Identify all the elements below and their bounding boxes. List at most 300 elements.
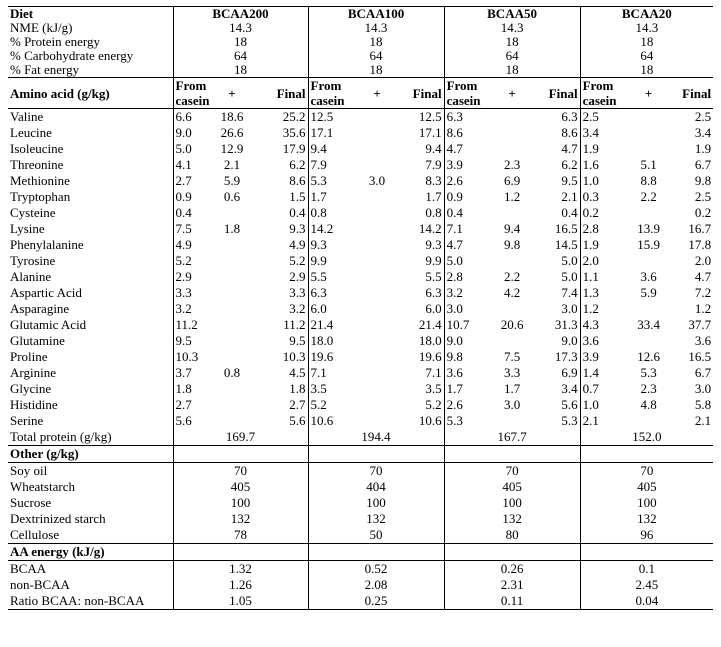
added-value: 12.6	[637, 349, 660, 364]
final-value: 25.2	[282, 109, 306, 124]
other-row	[8, 479, 713, 495]
other-row	[8, 495, 713, 511]
final-value: 11.2	[283, 317, 306, 332]
from-casein-value: 18.0	[308, 333, 358, 349]
amino-acid-name: Tryptophan	[10, 189, 71, 204]
cell-value: 100	[173, 495, 308, 511]
final-value: 17.9	[282, 141, 306, 156]
from-casein-value: 7.1	[444, 221, 491, 237]
amino-acid-name: Histidine	[10, 397, 58, 412]
final-value: 2.1	[561, 189, 578, 204]
amino-acid-row	[8, 285, 713, 301]
cell-value: 64	[580, 49, 713, 63]
from-casein-value: 0.7	[580, 381, 627, 397]
amino-acid-name: Methionine	[10, 173, 70, 188]
from-casein-value: 3.2	[173, 301, 213, 317]
diet-name: BCAA20	[580, 7, 713, 22]
from-casein-value: 1.1	[580, 269, 627, 285]
from-casein-value: 3.9	[580, 349, 627, 365]
cell-value: 2.45	[580, 577, 713, 593]
added-value: 33.4	[637, 317, 660, 332]
empty-cell	[308, 544, 444, 561]
final-value: 17.8	[688, 237, 712, 252]
added-value: 3.0	[503, 397, 521, 412]
cell-value: 78	[173, 527, 308, 544]
casein-label: casein	[310, 93, 345, 108]
added-value: 2.3	[640, 381, 657, 396]
added-value: 2.2	[503, 269, 521, 284]
added-value: 15.9	[637, 237, 660, 252]
added-value	[213, 333, 251, 349]
final-value: 5.3	[561, 413, 578, 428]
from-casein-value: 1.2	[580, 301, 627, 317]
added-value	[213, 317, 251, 333]
from-casein-value: 5.0	[173, 141, 213, 157]
amino-acid-name: Aspartic Acid	[10, 285, 82, 300]
added-value	[358, 413, 396, 429]
from-casein-value: 0.3	[580, 189, 627, 205]
empty-cell	[173, 544, 308, 561]
section-label: AA energy (kJ/g)	[8, 544, 173, 561]
from-casein-value: 5.2	[173, 253, 213, 269]
cell-value: 0.04	[580, 593, 713, 610]
energy-row	[8, 561, 713, 578]
row-label: NME (kJ/g)	[10, 21, 73, 35]
from-label: From	[582, 78, 614, 93]
header-row	[8, 63, 713, 78]
casein-label: casein	[446, 93, 481, 108]
added-value: 3.0	[368, 173, 386, 188]
added-value	[491, 333, 533, 349]
from-label: From	[446, 78, 478, 93]
final-value: 3.4	[694, 125, 712, 140]
added-value: 1.8	[223, 221, 241, 236]
final-value: 4.5	[289, 365, 306, 380]
added-value: 0.6	[223, 189, 241, 204]
amino-acid-name: Phenylalanine	[10, 237, 84, 252]
diet-name: BCAA100	[308, 7, 444, 22]
final-value: 1.2	[694, 301, 712, 316]
amino-acid-name: Serine	[10, 413, 44, 428]
final-value: 10.6	[418, 413, 442, 428]
from-label: From	[310, 78, 342, 93]
final-value: 16.7	[688, 221, 712, 236]
from-casein-value: 0.4	[444, 205, 491, 221]
from-casein-value: 4.1	[173, 157, 213, 173]
added-value	[491, 109, 533, 126]
added-value: 9.4	[503, 221, 521, 236]
added-value	[491, 301, 533, 317]
from-casein-value: 10.7	[444, 317, 491, 333]
from-casein-value: 3.9	[444, 157, 491, 173]
added-value: 0.8	[223, 365, 241, 380]
final-value: 3.0	[694, 381, 712, 396]
from-casein-value: 2.6	[444, 397, 491, 413]
cell-value: 18	[444, 35, 580, 49]
cell-value: 50	[308, 527, 444, 544]
cell-value: 14.3	[444, 21, 580, 35]
amino-acid-name: Isoleucine	[10, 141, 64, 156]
added-value	[627, 253, 670, 269]
row-label: % Fat energy	[10, 63, 80, 77]
amino-acid-name: Arginine	[10, 365, 56, 380]
other-header-row	[8, 446, 713, 463]
from-casein-value: 0.4	[173, 205, 213, 221]
header-row	[8, 21, 713, 35]
final-header: Final	[251, 78, 308, 109]
added-value: 1.2	[503, 189, 521, 204]
cell-value: 64	[173, 49, 308, 63]
final-value: 5.5	[425, 269, 442, 284]
from-casein-value: 10.3	[173, 349, 213, 365]
from-casein-value: 6.3	[308, 285, 358, 301]
final-value: 5.2	[425, 397, 442, 412]
final-value: 0.2	[694, 205, 712, 220]
amino-acid-name: Glutamic Acid	[10, 317, 87, 332]
cell-value: 132	[173, 511, 308, 527]
final-value: 16.5	[688, 349, 712, 364]
row-label: Cellulose	[10, 527, 60, 542]
from-casein-value: 3.6	[444, 365, 491, 381]
final-value: 18.0	[418, 333, 442, 348]
cell-value: 2.31	[444, 577, 580, 593]
from-casein-value: 2.8	[580, 221, 627, 237]
added-value	[358, 237, 396, 253]
cell-value: 64	[444, 49, 580, 63]
final-value: 9.5	[561, 173, 578, 188]
from-casein-header	[580, 78, 627, 109]
from-casein-value: 1.9	[580, 237, 627, 253]
final-value: 4.7	[561, 141, 578, 156]
added-value: 8.8	[640, 173, 657, 188]
total-value: 169.7	[173, 429, 308, 446]
from-casein-value: 3.0	[444, 301, 491, 317]
other-row	[8, 511, 713, 527]
final-value: 1.7	[425, 189, 442, 204]
final-value: 5.0	[561, 253, 578, 268]
amino-acid-row	[8, 109, 713, 126]
cell-value: 405	[444, 479, 580, 495]
final-value: 3.5	[425, 381, 442, 396]
from-casein-value: 9.0	[444, 333, 491, 349]
row-label: non-BCAA	[10, 577, 70, 592]
from-casein-value: 4.7	[444, 237, 491, 253]
added-value	[491, 125, 533, 141]
amino-acid-name: Lysine	[10, 221, 45, 236]
cell-value: 0.11	[444, 593, 580, 610]
cell-value: 64	[308, 49, 444, 63]
added-value	[213, 397, 251, 413]
from-casein-value: 3.2	[444, 285, 491, 301]
added-value	[627, 301, 670, 317]
amino-acid-row	[8, 221, 713, 237]
from-casein-value: 1.7	[308, 189, 358, 205]
from-casein-value: 3.6	[580, 333, 627, 349]
plus-header: +	[213, 78, 251, 109]
final-value: 6.2	[289, 157, 306, 172]
cell-value: 18	[173, 35, 308, 49]
final-value: 17.1	[418, 125, 442, 140]
from-casein-value: 9.4	[308, 141, 358, 157]
total-label: Total protein (g/kg)	[10, 429, 112, 444]
cell-value: 14.3	[580, 21, 713, 35]
final-value: 31.3	[554, 317, 578, 332]
added-value: 2.3	[503, 157, 521, 172]
amino-acid-row	[8, 157, 713, 173]
cell-value: 18	[308, 63, 444, 78]
from-casein-header	[444, 78, 491, 109]
empty-cell	[580, 544, 713, 561]
amino-acid-row	[8, 301, 713, 317]
cell-value: 70	[308, 463, 444, 480]
cell-value: 70	[444, 463, 580, 480]
added-value: 1.7	[503, 381, 521, 396]
added-value: 2.2	[640, 189, 657, 204]
cell-value: 18	[444, 63, 580, 78]
amino-subheader-row	[8, 78, 713, 109]
from-casein-value: 2.8	[444, 269, 491, 285]
cell-value: 18	[580, 35, 713, 49]
row-label: Wheatstarch	[10, 479, 75, 494]
added-value	[358, 269, 396, 285]
from-casein-value: 4.7	[444, 141, 491, 157]
from-casein-value: 6.0	[308, 301, 358, 317]
added-value	[627, 413, 670, 429]
amino-acid-name: Cysteine	[10, 205, 56, 220]
cell-value: 18	[308, 35, 444, 49]
amino-acid-name: Glutamine	[10, 333, 65, 348]
from-casein-value: 5.3	[308, 173, 358, 189]
from-casein-value: 0.9	[173, 189, 213, 205]
added-value	[358, 189, 396, 205]
final-value: 17.3	[554, 349, 578, 364]
final-value: 6.3	[561, 109, 578, 124]
empty-cell	[444, 544, 580, 561]
amino-acid-row	[8, 413, 713, 429]
energy-header-row	[8, 544, 713, 561]
added-value: 5.9	[640, 285, 657, 300]
final-value: 0.4	[289, 205, 306, 220]
final-value: 0.4	[561, 205, 578, 220]
diet-label: Diet	[8, 7, 173, 22]
final-value: 0.8	[425, 205, 442, 220]
section-label: Other (g/kg)	[8, 446, 173, 463]
diet-name: BCAA200	[173, 7, 308, 22]
added-value	[358, 317, 396, 333]
final-value: 5.0	[561, 269, 578, 284]
cell-value: 405	[173, 479, 308, 495]
final-value: 6.0	[425, 301, 442, 316]
added-value	[213, 205, 251, 221]
added-value	[358, 141, 396, 157]
final-value: 2.1	[694, 413, 712, 428]
final-value: 3.3	[289, 285, 306, 300]
added-value	[491, 141, 533, 157]
from-casein-header	[308, 78, 358, 109]
from-casein-value: 9.9	[308, 253, 358, 269]
final-value: 5.8	[694, 397, 712, 412]
added-value	[213, 269, 251, 285]
cell-value: 100	[308, 495, 444, 511]
added-value	[491, 253, 533, 269]
from-casein-value: 0.9	[444, 189, 491, 205]
final-value: 9.9	[425, 253, 442, 268]
final-value: 9.3	[425, 237, 442, 252]
added-value: 4.8	[640, 397, 657, 412]
final-value: 21.4	[418, 317, 442, 332]
final-value: 8.6	[561, 125, 578, 140]
final-header: Final	[396, 78, 444, 109]
final-value: 16.5	[554, 221, 578, 236]
final-value: 9.5	[289, 333, 306, 348]
from-casein-value: 2.9	[173, 269, 213, 285]
added-value: 13.9	[637, 221, 660, 236]
from-casein-value: 1.4	[580, 365, 627, 381]
final-header: Final	[670, 78, 713, 109]
added-value	[213, 349, 251, 365]
cell-value: 404	[308, 479, 444, 495]
final-value: 8.6	[289, 173, 306, 188]
final-header: Final	[533, 78, 580, 109]
amino-acid-row	[8, 237, 713, 253]
plus-header: +	[358, 78, 396, 109]
final-value: 3.2	[289, 301, 306, 316]
final-value: 5.2	[289, 253, 306, 268]
from-casein-value: 2.0	[580, 253, 627, 269]
amino-acid-name: Proline	[10, 349, 48, 364]
cell-value: 1.26	[173, 577, 308, 593]
amino-acid-row	[8, 365, 713, 381]
row-label: % Protein energy	[10, 35, 101, 49]
final-value: 14.5	[554, 237, 578, 252]
from-casein-value: 7.9	[308, 157, 358, 173]
final-value: 19.6	[418, 349, 442, 364]
final-value: 2.5	[694, 109, 712, 124]
cell-value: 405	[580, 479, 713, 495]
energy-row	[8, 577, 713, 593]
plus-header: +	[627, 78, 670, 109]
final-value: 35.6	[282, 125, 306, 140]
from-casein-value: 2.7	[173, 173, 213, 189]
added-value	[491, 413, 533, 429]
amino-acid-row	[8, 173, 713, 189]
final-value: 2.9	[289, 269, 306, 284]
final-value: 2.5	[694, 189, 712, 204]
added-value: 5.9	[223, 173, 241, 188]
added-value: 3.6	[640, 269, 657, 284]
row-label: Ratio BCAA: non-BCAA	[8, 593, 173, 610]
added-value: 12.9	[220, 141, 244, 156]
from-casein-value: 1.8	[173, 381, 213, 397]
added-value	[358, 205, 396, 221]
added-value	[491, 205, 533, 221]
from-casein-value: 1.9	[580, 141, 627, 157]
from-casein-value: 6.3	[444, 109, 491, 126]
amino-acid-row	[8, 269, 713, 285]
cell-value: 1.32	[173, 561, 308, 578]
empty-cell	[580, 446, 713, 463]
added-value: 2.1	[223, 157, 241, 172]
header-row	[8, 35, 713, 49]
final-value: 2.0	[694, 253, 712, 268]
added-value: 5.3	[640, 365, 657, 380]
added-value: 20.6	[500, 317, 524, 332]
casein-label: casein	[582, 93, 617, 108]
from-casein-value: 1.6	[580, 157, 627, 173]
cell-value: 70	[173, 463, 308, 480]
from-casein-value: 2.5	[580, 109, 627, 126]
final-value: 7.1	[425, 365, 442, 380]
added-value	[213, 381, 251, 397]
added-value: 5.1	[640, 157, 657, 172]
casein-label: casein	[175, 93, 210, 108]
row-label: BCAA	[10, 561, 47, 576]
amino-acid-name: Asparagine	[10, 301, 70, 316]
diet-name: BCAA50	[444, 7, 580, 22]
from-label: From	[175, 78, 207, 93]
total-value: 152.0	[580, 429, 713, 446]
from-casein-value: 7.5	[173, 221, 213, 237]
final-value: 3.6	[694, 333, 712, 348]
cell-value: 132	[580, 511, 713, 527]
final-value: 4.7	[694, 269, 712, 284]
amino-acid-row	[8, 381, 713, 397]
added-value	[358, 397, 396, 413]
row-label: Soy oil	[10, 463, 48, 478]
cell-value: 132	[444, 511, 580, 527]
from-casein-value: 2.6	[444, 173, 491, 189]
empty-cell	[308, 446, 444, 463]
final-value: 6.3	[425, 285, 442, 300]
cell-value: 100	[444, 495, 580, 511]
added-value	[627, 141, 670, 157]
from-casein-value: 2.1	[580, 413, 627, 429]
final-value: 1.9	[694, 141, 712, 156]
amino-acid-row	[8, 333, 713, 349]
added-value	[358, 109, 396, 126]
amino-acid-name: Leucine	[10, 125, 52, 140]
final-value: 6.9	[561, 365, 578, 380]
final-value: 3.4	[561, 381, 578, 396]
cell-value: 14.3	[308, 21, 444, 35]
added-value: 3.3	[503, 365, 521, 380]
from-casein-value: 3.5	[308, 381, 358, 397]
added-value: 18.6	[220, 109, 244, 124]
added-value	[213, 413, 251, 429]
final-value: 5.6	[561, 397, 578, 412]
added-value	[627, 109, 670, 126]
plus-header: +	[491, 78, 533, 109]
final-value: 5.6	[289, 413, 306, 428]
added-value	[358, 285, 396, 301]
final-value: 10.3	[282, 349, 306, 364]
from-casein-value: 1.7	[444, 381, 491, 397]
final-value: 7.2	[694, 285, 712, 300]
from-casein-value: 6.6	[173, 109, 213, 126]
added-value	[358, 301, 396, 317]
amino-acid-row	[8, 125, 713, 141]
from-casein-value: 19.6	[308, 349, 358, 365]
from-casein-value: 1.3	[580, 285, 627, 301]
final-value: 3.0	[561, 301, 578, 316]
from-casein-value: 9.8	[444, 349, 491, 365]
added-value: 6.9	[503, 173, 521, 188]
from-casein-value: 3.7	[173, 365, 213, 381]
added-value	[627, 333, 670, 349]
final-value: 6.7	[694, 157, 712, 172]
added-value: 9.8	[503, 237, 521, 252]
cell-value: 0.52	[308, 561, 444, 578]
